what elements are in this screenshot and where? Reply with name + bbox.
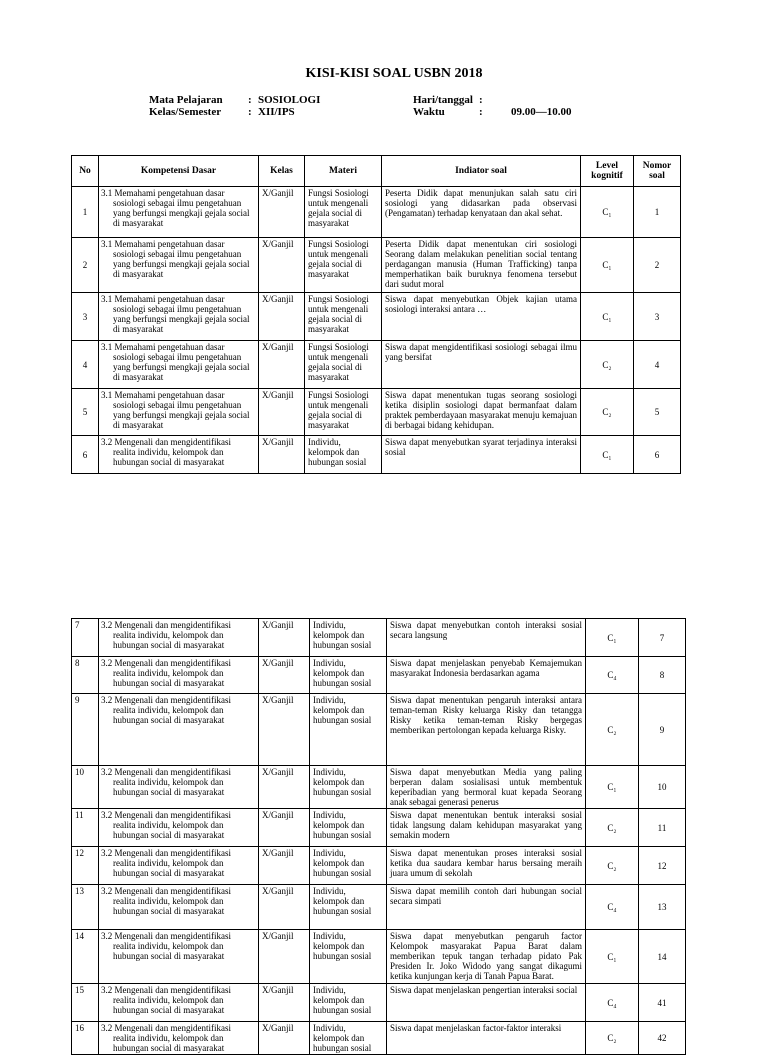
materi-cell: Individu, kelompok dan hubungan sosial bbox=[310, 847, 387, 885]
kompetensi-dasar-cell: 3.2 Mengenali dan mengidentifikasi realita individu, kelompok dan hubungan social di masyarakat bbox=[99, 694, 259, 766]
level-cell: C₁ bbox=[586, 766, 639, 809]
kelas-cell: X/Ganjil bbox=[259, 187, 305, 238]
materi-cell: Individu, kelompok dan hubungan sosial bbox=[310, 619, 387, 657]
nomor-soal-cell: 1 bbox=[634, 187, 681, 238]
row-number: 8 bbox=[72, 657, 99, 694]
indikator-cell: Siswa dapat menyebutkan pengaruh factor Kelompok masyarakat Papua Barat dalam memberikan tepuk tangan terhadap pidato Pak Presiden Ir. Joko Widodo yang sangat dikagumi ketika kunjungan kerja di Tanah Papua Barat. bbox=[387, 930, 586, 984]
hari-label: Hari/tanggal bbox=[413, 94, 473, 106]
header-level: Level kognitif bbox=[581, 156, 634, 187]
nomor-soal-cell: 42 bbox=[639, 1022, 686, 1055]
row-number: 9 bbox=[72, 694, 99, 766]
nomor-soal-cell: 14 bbox=[639, 930, 686, 984]
level-cell: C₂ bbox=[586, 809, 639, 847]
kelas-cell: X/Ganjil bbox=[259, 694, 310, 766]
kompetensi-dasar-cell: 3.2 Mengenali dan mengidentifikasi realita individu, kelompok dan hubungan social di masyarakat bbox=[99, 885, 259, 930]
nomor-soal-cell: 12 bbox=[639, 847, 686, 885]
level-cell: C₄ bbox=[586, 885, 639, 930]
kompetensi-dasar-cell: 3.2 Mengenali dan mengidentifikasi realita individu, kelompok dan hubungan social di masyarakat bbox=[99, 1022, 259, 1055]
kompetensi-dasar-cell: 3.2 Mengenali dan mengidentifikasi realita individu, kelompok dan hubungan social di masyarakat bbox=[99, 809, 259, 847]
kelas-cell: X/Ganjil bbox=[259, 984, 310, 1022]
indikator-cell: Siswa dapat menyebutkan contoh interaksi sosial secara langsung bbox=[387, 619, 586, 657]
row-number: 16 bbox=[72, 1022, 99, 1055]
level-cell: C₁ bbox=[581, 238, 634, 293]
header-nomor: Nomor soal bbox=[634, 156, 681, 187]
nomor-soal-cell: 5 bbox=[634, 389, 681, 436]
kelas-cell: X/Ganjil bbox=[259, 885, 310, 930]
kompetensi-dasar-cell: 3.1 Memahami pengetahuan dasar sosiologi sebagai ilmu pengetahuan yang berfungsi mengkaji gejala social di masyarakat bbox=[99, 238, 259, 293]
document-title: KISI-KISI SOAL USBN 2018 bbox=[305, 66, 483, 81]
mapel-sep: : bbox=[248, 94, 252, 106]
table-row bbox=[72, 619, 686, 657]
nomor-soal-cell: 13 bbox=[639, 885, 686, 930]
table-row bbox=[72, 436, 681, 474]
nomor-soal-cell: 9 bbox=[639, 694, 686, 766]
indikator-cell: Siswa dapat menyebutkan Objek kajian utama sosiologi interaksi antara … bbox=[382, 293, 581, 341]
row-number: 7 bbox=[72, 619, 99, 657]
nomor-soal-cell: 6 bbox=[634, 436, 681, 474]
indikator-cell: Siswa dapat menyebutkan Media yang paling berperan dalam sosialisasi untuk membentuk keperibadian yang bermoral kuat kepada Seorang anak sebagai generasi penerus bbox=[387, 766, 586, 809]
waktu-label: Waktu bbox=[413, 106, 445, 118]
row-number: 10 bbox=[72, 766, 99, 809]
indikator-cell: Siswa dapat menentukan tugas seorang sosiologi ketika disiplin sosiologi dapat bermanfaat dalam praktek pemberdayaan masyarakat menuju kemajuan di berbagai bidang kehidupan. bbox=[382, 389, 581, 436]
kelas-cell: X/Ganjil bbox=[259, 930, 310, 984]
level-cell: C₁ bbox=[581, 293, 634, 341]
nomor-soal-cell: 7 bbox=[639, 619, 686, 657]
kompetensi-dasar-cell: 3.2 Mengenali dan mengidentifikasi realita individu, kelompok dan hubungan social di masyarakat bbox=[99, 930, 259, 984]
level-cell: C₁ bbox=[581, 187, 634, 238]
mapel-label: Mata Pelajaran bbox=[149, 94, 223, 106]
kelas-cell: X/Ganjil bbox=[259, 389, 305, 436]
hari-sep: : bbox=[479, 94, 483, 106]
table-row bbox=[72, 766, 686, 809]
kompetensi-dasar-cell: 3.2 Mengenali dan mengidentifikasi realita individu, kelompok dan hubungan social di masyarakat bbox=[99, 847, 259, 885]
materi-cell: Fungsi Sosiologi untuk mengenali gejala social di masyarakat bbox=[305, 238, 382, 293]
indikator-cell: Siswa dapat mengidentifikasi sosiologi sebagai ilmu yang bersifat bbox=[382, 341, 581, 389]
materi-cell: Individu, kelompok dan hubungan sosial bbox=[310, 984, 387, 1022]
table-row bbox=[72, 187, 681, 238]
row-number: 3 bbox=[72, 293, 99, 341]
row-number: 12 bbox=[72, 847, 99, 885]
nomor-soal-cell: 8 bbox=[639, 657, 686, 694]
materi-cell: Individu, kelompok dan hubungan sosial bbox=[310, 694, 387, 766]
materi-cell: Individu, kelompok dan hubungan sosial bbox=[310, 1022, 387, 1055]
kompetensi-dasar-cell: 3.2 Mengenali dan mengidentifikasi realita individu, kelompok dan hubungan social di masyarakat bbox=[99, 657, 259, 694]
kompetensi-dasar-cell: 3.2 Mengenali dan mengidentifikasi realita individu, kelompok dan hubungan social di masyarakat bbox=[99, 766, 259, 809]
materi-cell: Individu, kelompok dan hubungan sosial bbox=[310, 809, 387, 847]
table-row bbox=[72, 984, 686, 1022]
indikator-cell: Siswa dapat menjelaskan penyebab Kemajemukan masyarakat Indonesia berdasarkan agama bbox=[387, 657, 586, 694]
kelas-value: XII/IPS bbox=[258, 106, 295, 118]
nomor-soal-cell: 11 bbox=[639, 809, 686, 847]
kelas-cell: X/Ganjil bbox=[259, 657, 310, 694]
header-no: No bbox=[72, 156, 99, 187]
table-row bbox=[72, 293, 681, 341]
table-row bbox=[72, 694, 686, 766]
indikator-cell: Peserta Didik dapat menentukan ciri sosiologi Seorang dalam melakukan penelitian social tentang perdagangan manusia (Human Trafficking) tanpa memperhatikan baik buruknya fenomena tersebut dari sudut moral bbox=[382, 238, 581, 293]
level-cell: C₂ bbox=[581, 389, 634, 436]
nomor-soal-cell: 2 bbox=[634, 238, 681, 293]
level-cell: C₄ bbox=[586, 984, 639, 1022]
kelas-cell: X/Ganjil bbox=[259, 1022, 310, 1055]
kelas-cell: X/Ganjil bbox=[259, 766, 310, 809]
nomor-soal-cell: 3 bbox=[634, 293, 681, 341]
header-kelas: Kelas bbox=[259, 156, 305, 187]
kompetensi-dasar-cell: 3.2 Mengenali dan mengidentifikasi realita individu, kelompok dan hubungan social di masyarakat bbox=[99, 619, 259, 657]
materi-cell: Individu, kelompok dan hubungan sosial bbox=[305, 436, 382, 474]
row-number: 11 bbox=[72, 809, 99, 847]
kelas-cell: X/Ganjil bbox=[259, 619, 310, 657]
table-row bbox=[72, 930, 686, 984]
indikator-cell: Siswa dapat menentukan bentuk interaksi sosial tidak langsung dalam kehidupan masyarakat yang semakin modern bbox=[387, 809, 586, 847]
kompetensi-dasar-cell: 3.2 Mengenali dan mengidentifikasi realita individu, kelompok dan hubungan social di masyarakat bbox=[99, 436, 259, 474]
row-number: 1 bbox=[72, 187, 99, 238]
waktu-sep: : bbox=[479, 106, 483, 118]
table-row bbox=[72, 238, 681, 293]
kompetensi-dasar-cell: 3.2 Mengenali dan mengidentifikasi realita individu, kelompok dan hubungan social di masyarakat bbox=[99, 984, 259, 1022]
materi-cell: Fungsi Sosiologi untuk mengenali gejala social di masyarakat bbox=[305, 389, 382, 436]
level-cell: C₁ bbox=[586, 930, 639, 984]
header-kompetensi-dasar: Kompetensi Dasar bbox=[99, 156, 259, 187]
table-row bbox=[72, 341, 681, 389]
kompetensi-dasar-cell: 3.1 Memahami pengetahuan dasar sosiologi sebagai ilmu pengetahuan yang berfungsi mengkaji gejala social di masyarakat bbox=[99, 341, 259, 389]
kelas-cell: X/Ganjil bbox=[259, 436, 305, 474]
table-row bbox=[72, 657, 686, 694]
row-number: 4 bbox=[72, 341, 99, 389]
kelas-cell: X/Ganjil bbox=[259, 341, 305, 389]
row-number: 14 bbox=[72, 930, 99, 984]
header-materi: Materi bbox=[305, 156, 382, 187]
materi-cell: Fungsi Sosiologi untuk mengenali gejala social di masyarakat bbox=[305, 341, 382, 389]
waktu-value: 09.00—10.00 bbox=[511, 106, 572, 118]
kisi-table-2 bbox=[71, 618, 686, 1055]
indikator-cell: Siswa dapat menjelaskan factor-faktor interaksi bbox=[387, 1022, 586, 1055]
materi-cell: Individu, kelompok dan hubungan sosial bbox=[310, 885, 387, 930]
kelas-sep: : bbox=[248, 106, 252, 118]
kisi-table-1 bbox=[71, 155, 681, 474]
materi-cell: Fungsi Sosiologi untuk mengenali gejala social di masyarakat bbox=[305, 187, 382, 238]
row-number: 5 bbox=[72, 389, 99, 436]
materi-cell: Individu, kelompok dan hubungan sosial bbox=[310, 930, 387, 984]
nomor-soal-cell: 10 bbox=[639, 766, 686, 809]
table-row bbox=[72, 809, 686, 847]
indikator-cell: Siswa dapat menyebutkan syarat terjadinya interaksi sosial bbox=[382, 436, 581, 474]
level-cell: C₄ bbox=[586, 657, 639, 694]
level-cell: C₂ bbox=[586, 1022, 639, 1055]
materi-cell: Individu, kelompok dan hubungan sosial bbox=[310, 766, 387, 809]
indikator-cell: Peserta Didik dapat menunjukan salah satu ciri sosiologi yang didasarkan pada observasi (Pengamatan) terhadap kenyataan dan akal sehat. bbox=[382, 187, 581, 238]
level-cell: C₂ bbox=[581, 341, 634, 389]
materi-cell: Individu, kelompok dan hubungan sosial bbox=[310, 657, 387, 694]
level-cell: C₁ bbox=[581, 436, 634, 474]
level-cell: C₁ bbox=[586, 619, 639, 657]
row-number: 2 bbox=[72, 238, 99, 293]
table-row bbox=[72, 885, 686, 930]
kompetensi-dasar-cell: 3.1 Memahami pengetahuan dasar sosiologi sebagai ilmu pengetahuan yang berfungsi mengkaji gejala social di masyarakat bbox=[99, 389, 259, 436]
indikator-cell: Siswa dapat menentukan proses interaksi sosial ketika dua saudara kembar harus bersaing meraih juara umum di sekolah bbox=[387, 847, 586, 885]
kelas-cell: X/Ganjil bbox=[259, 809, 310, 847]
row-number: 6 bbox=[72, 436, 99, 474]
table-row bbox=[72, 847, 686, 885]
level-cell: C₂ bbox=[586, 694, 639, 766]
indikator-cell: Siswa dapat menjelaskan pengertian interaksi social bbox=[387, 984, 586, 1022]
row-number: 13 bbox=[72, 885, 99, 930]
row-number: 15 bbox=[72, 984, 99, 1022]
indikator-cell: Siswa dapat memilih contoh dari hubungan social secara simpati bbox=[387, 885, 586, 930]
nomor-soal-cell: 41 bbox=[639, 984, 686, 1022]
mapel-value: SOSIOLOGI bbox=[258, 94, 321, 106]
level-cell: C₂ bbox=[586, 847, 639, 885]
kelas-label: Kelas/Semester bbox=[149, 106, 222, 118]
kelas-cell: X/Ganjil bbox=[259, 847, 310, 885]
indikator-cell: Siswa dapat menentukan pengaruh interaksi antara teman-teman Risky keluarga Risky dan tetangga Risky ketika teman-teman Risky bergegas memberikan pertolongan kepada keluarga Risky. bbox=[387, 694, 586, 766]
kompetensi-dasar-cell: 3.1 Memahami pengetahuan dasar sosiologi sebagai ilmu pengetahuan yang berfungsi mengkaji gejala social di masyarakat bbox=[99, 293, 259, 341]
table-row bbox=[72, 1022, 686, 1055]
nomor-soal-cell: 4 bbox=[634, 341, 681, 389]
kelas-cell: X/Ganjil bbox=[259, 293, 305, 341]
kompetensi-dasar-cell: 3.1 Memahami pengetahuan dasar sosiologi sebagai ilmu pengetahuan yang berfungsi mengkaji gejala social di masyarakat bbox=[99, 187, 259, 238]
table-row bbox=[72, 389, 681, 436]
materi-cell: Fungsi Sosiologi untuk mengenali gejala social di masyarakat bbox=[305, 293, 382, 341]
kelas-cell: X/Ganjil bbox=[259, 238, 305, 293]
header-indikator: Indiator soal bbox=[382, 156, 581, 187]
